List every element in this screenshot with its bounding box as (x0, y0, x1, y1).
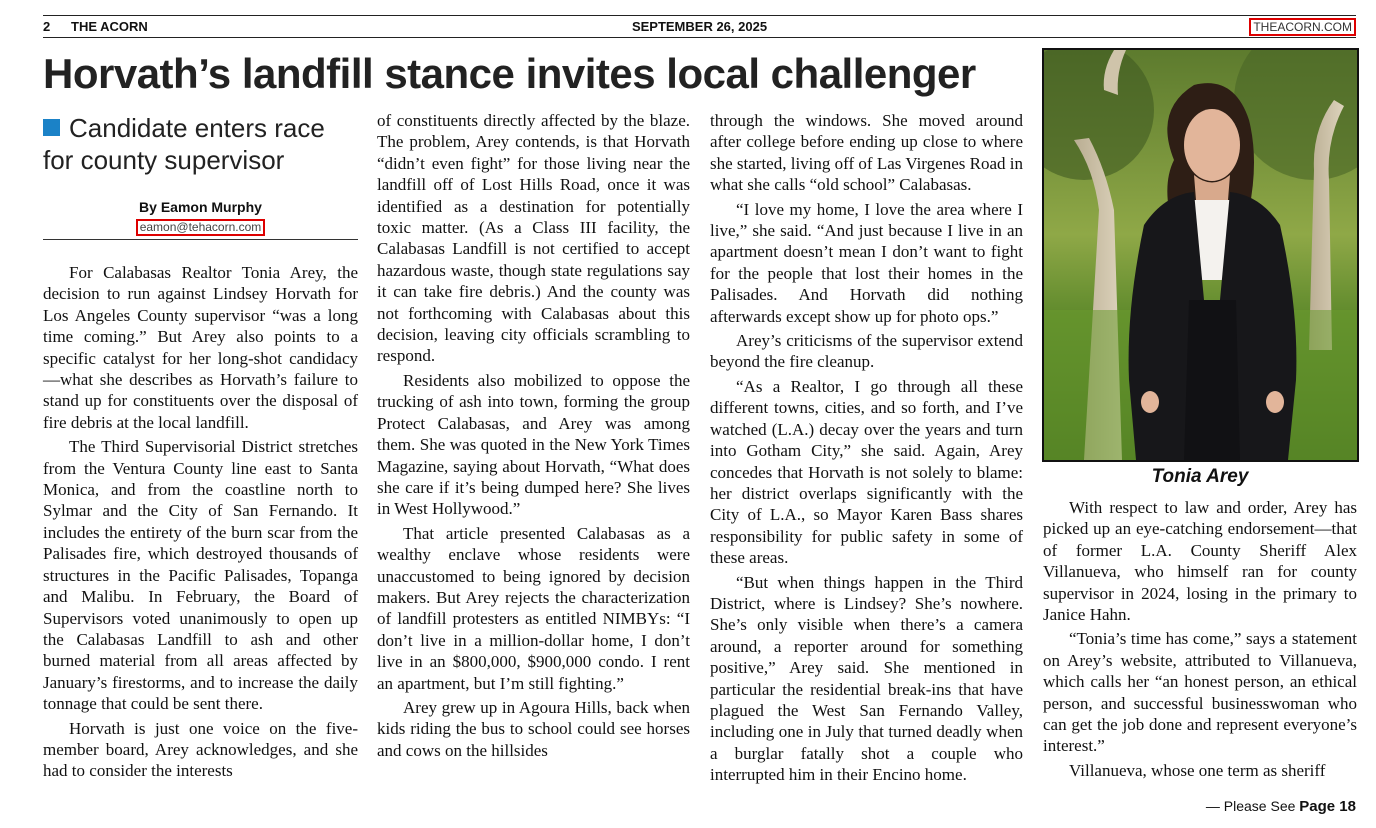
author-name: By Eamon Murphy (139, 199, 262, 215)
candidate-portrait-image (1044, 50, 1357, 460)
author-email[interactable]: eamon@tehacorn.com (136, 219, 266, 236)
jump-prefix: — Please See (1205, 798, 1296, 814)
byline (43, 198, 358, 236)
website-link[interactable]: THEACORN.COM (1249, 18, 1356, 36)
article-paragraph: through the windows. She moved around after college before ending up close to where she started, living off of Las Virgenes Road in what she calls “old school” Calabasas. (710, 111, 1023, 195)
article-paragraph: Arey grew up in Agoura Hills, back when kids riding the bus to school could see horses and cows on the hillsides (377, 697, 690, 760)
article-paragraph: The Third Supervisorial District stretches from the Ventura County line east to Santa Monica, and from the coastline north to Sylmar and the City of San Fernando. It includes the entirety of the burn scar from the Palisades fire, which destroyed thousands of structures in the Pacific Palisades, Topanga and Malibu. In February, the Board of Supervisors voted unanimously to open up the Calabasas Landfill to ash and other burned material from all areas affected by January’s firestorms, and to increase the daily tonnage that could be sent there. (43, 437, 358, 714)
page-header (43, 15, 1356, 38)
byline-rule (43, 239, 358, 240)
page-number: 2 (43, 19, 51, 34)
headline: Horvath’s landfill stance invites local challenger (43, 50, 976, 97)
article-column-4 (1043, 497, 1357, 784)
article-column-3 (710, 110, 1023, 789)
article-paragraph: Arey’s criticisms of the supervisor extend beyond the fire cleanup. (710, 331, 1023, 372)
photo-caption: Tonia Arey (1151, 466, 1249, 487)
article-paragraph: Residents also mobilized to oppose the trucking of ash into town, forming the group Protect Calabasas, and Arey was among them. She was quoted in the New York Times Magazine, saying about Horvath, “What does she care if it’s being dumped here? She lives in West Hollywood.” (377, 370, 690, 519)
article-column-2 (377, 110, 690, 764)
article-paragraph: “But when things happen in the Third District, where is Lindsey? She’s nowhere. She’s only visible when there’s a camera around, a reporter around for something positive,” Arey said. She mentioned in particular the residential break-ins that have plagued the West San Fernando Valley, including one in July that turned deadly when a burglar fatally shot a couple who interrupted him in their Encino home. (710, 572, 1023, 785)
article-paragraph: Villanueva, whose one term as sheriff (1069, 760, 1326, 780)
article-column-1 (43, 262, 358, 785)
issue-date: SEPTEMBER 26, 2025 (631, 19, 768, 34)
deck-text: Candidate enters race for county supervisor (43, 113, 325, 175)
article-paragraph: With respect to law and order, Arey has picked up an eye-catching endorsement—that of former L.A. County Sheriff Alex Villanueva, who himself ran for county supervisor in 2024, losing in the primary to Janice Hahn. (1043, 498, 1357, 625)
article-paragraph: That article presented Calabasas as a wealthy enclave whose residents were unaccustomed to being ignored by decision makers. But Arey rejects the characterization of landfill protesters as entitled NIMBYs: “I don’t live in a million-dollar home, I don’t live in an $800,000, $900,000 condo. I rent an apartment, but I’m still fighting.” (377, 523, 690, 693)
continuation-jump (1206, 797, 1356, 816)
header-rule (43, 37, 1356, 38)
candidate-photo (1042, 48, 1359, 462)
jump-page[interactable]: Page 18 (1299, 798, 1356, 815)
deck (43, 112, 358, 176)
article-paragraph: Horvath is just one voice on the five-member board, Arey acknowledges, and she had to consider the interests (43, 718, 358, 781)
article-paragraph: For Calabasas Realtor Tonia Arey, the decision to run against Lindsey Horvath for Los Angeles County supervisor “was a long time coming.” But Arey also points to a specific catalyst for her long-shot candidacy—what she describes as Horvath’s failure to stand up for constituents over the disposal of fire debris at the local landfill. (43, 263, 358, 432)
article-paragraph: “Tonia’s time has come,” says a statement on Arey’s website, attributed to Villanueva, which calls her “an honest person, an ethical person, and successful businesswoman who can get the job done and represent everyone’s interest.” (1043, 629, 1357, 756)
article-paragraph: “I love my home, I love the area where I live,” she said. “And just because I live in an apartment doesn’t mean I don’t want to fight for the people that lost their homes in the Palisades. And Horvath did nothing afterwards except show up for photo ops.” (710, 199, 1023, 326)
article-paragraph: “As a Realtor, I go through all these different towns, cities, and so forth, and I’ve watched (L.A.) decay over the years and turn into Gotham City,” she said. Again, Arey concedes that Horvath is not solely to blame: her district overlaps significantly with the City of L.A., so Mayor Karen Bass shares responsibility for public safety in some of these areas. (710, 376, 1023, 568)
blue-square-icon (43, 119, 60, 136)
paper-name: THE ACORN (71, 19, 148, 34)
article-paragraph: of constituents directly affected by the blaze. The problem, Arey contends, is that Horvath “didn’t even fight” for those living near the landfill off of Lost Hills Road, once it was identified as a destination for potentially toxic matter. (As a Class III facility, the Calabasas Landfill is not certified to accept hazardous waste, though state regulations say it can take fire debris.) And the county was not forthcoming with Calabasas about this decision, leaving city officials scrambling to respond. (377, 111, 690, 366)
